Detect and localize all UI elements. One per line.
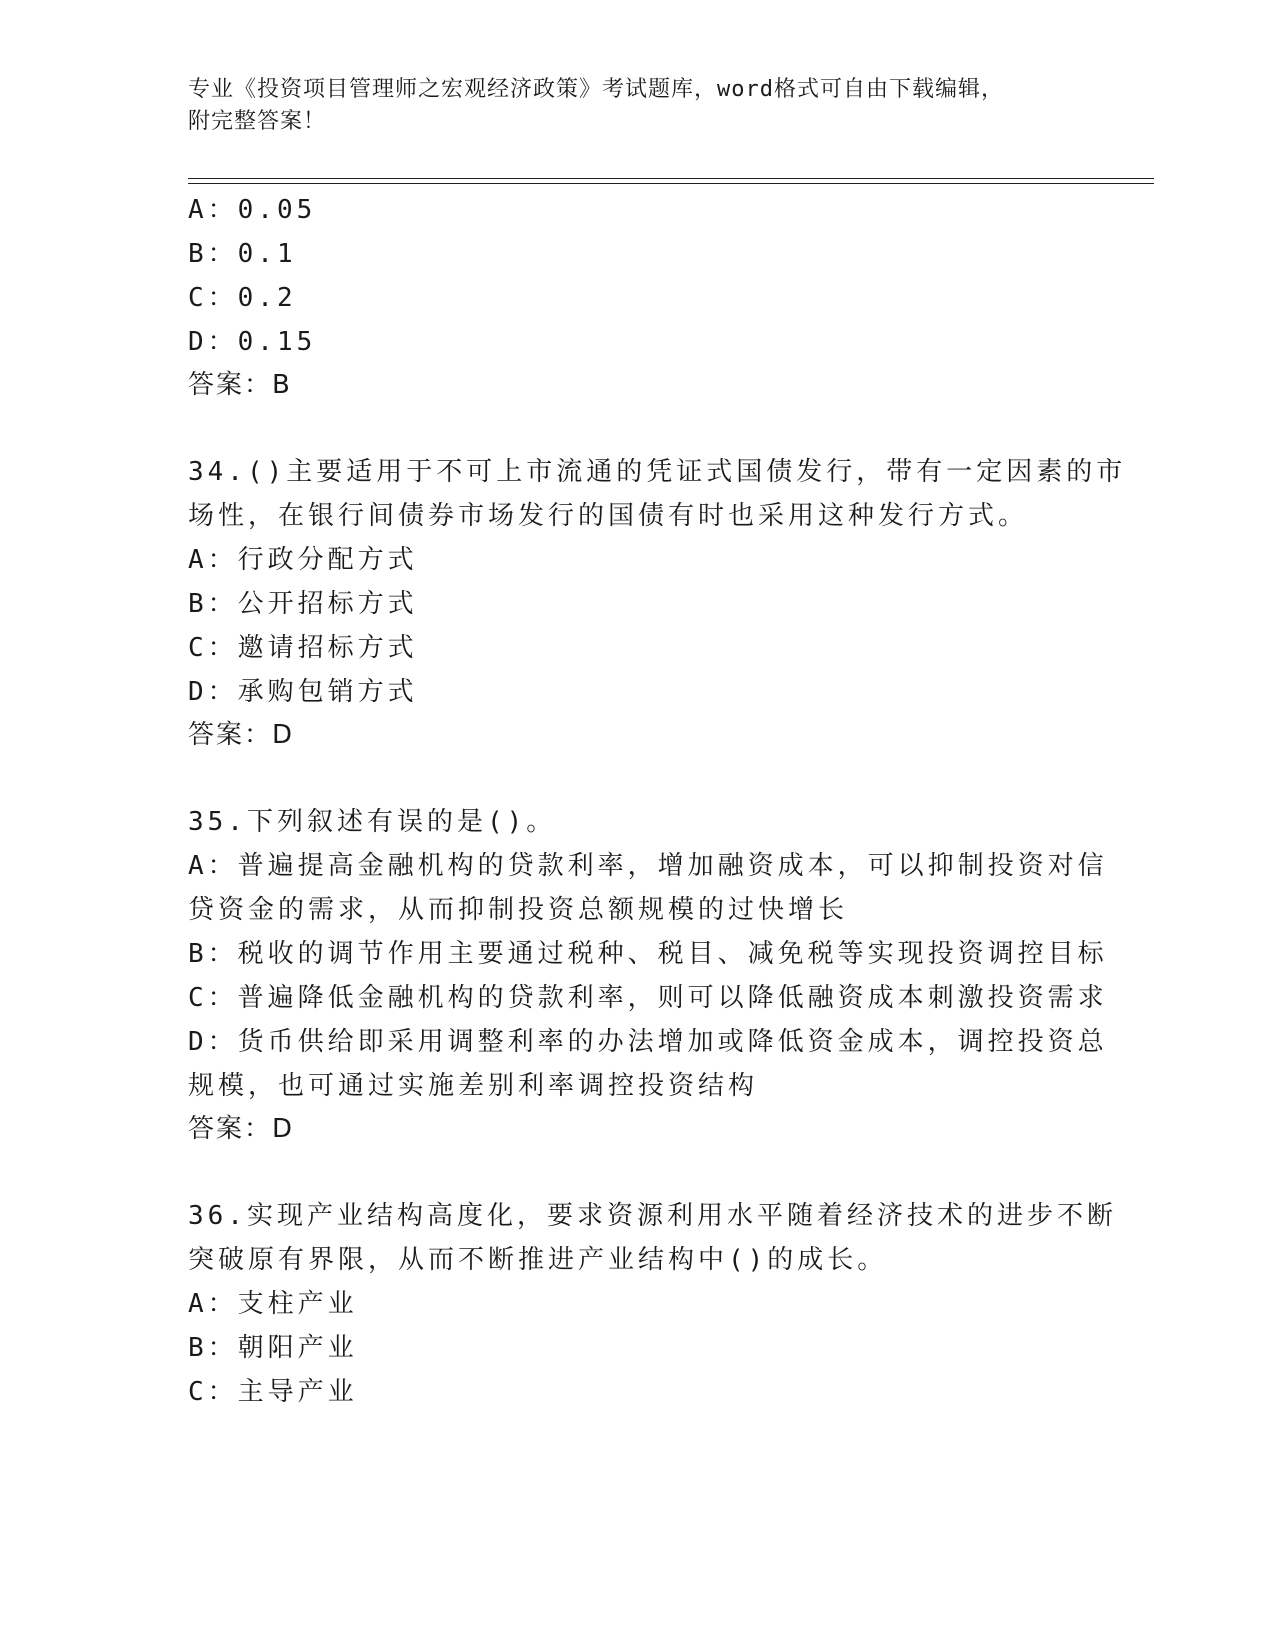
- q34-answer: 答案：D: [188, 720, 295, 750]
- q33-answer: 答案：B: [188, 370, 292, 400]
- header-divider-top: [188, 178, 1154, 179]
- q33-option-b: B：0.1: [188, 239, 297, 269]
- q35-option-a-line-1: A：普遍提高金融机构的贷款利率，增加融资成本，可以抑制投资对信: [188, 851, 1108, 881]
- q35-option-d-line-2: 规模，也可通过实施差别利率调控投资结构: [188, 1071, 759, 1101]
- q34-option-c: C：邀请招标方式: [188, 633, 418, 663]
- q36-stem-line-2: 突破原有界限，从而不断推进产业结构中()的成长。: [188, 1245, 888, 1275]
- q35-option-c: C：普遍降低金融机构的贷款利率，则可以降低融资成本刺激投资需求: [188, 983, 1108, 1013]
- q36-option-a: A：支柱产业: [188, 1289, 358, 1319]
- q36-stem-line-1: 36.实现产业结构高度化，要求资源利用水平随着经济技术的进步不断: [188, 1201, 1117, 1231]
- q35-answer: 答案：D: [188, 1114, 295, 1144]
- q34-option-d: D：承购包销方式: [188, 677, 418, 707]
- header-line-2: 附完整答案！: [188, 109, 327, 134]
- q33-option-d: D：0.15: [188, 327, 317, 357]
- q35-option-d-line-1: D：货币供给即采用调整利率的办法增加或降低资金成本，调控投资总: [188, 1027, 1108, 1057]
- q35-option-a-line-2: 贷资金的需求，从而抑制投资总额规模的过快增长: [188, 895, 849, 925]
- q33-option-a: A：0.05: [188, 195, 317, 225]
- q36-option-c: C：主导产业: [188, 1377, 358, 1407]
- q35-option-b: B：税收的调节作用主要通过税种、税目、减免税等实现投资调控目标: [188, 939, 1108, 969]
- q35-stem: 35.下列叙述有误的是()。: [188, 807, 557, 837]
- q34-stem-line-1: 34.()主要适用于不可上市流通的凭证式国债发行，带有一定因素的市: [188, 457, 1127, 487]
- q34-stem-line-2: 场性，在银行间债券市场发行的国债有时也采用这种发行方式。: [188, 501, 1029, 531]
- q36-option-b: B：朝阳产业: [188, 1333, 358, 1363]
- q33-option-c: C：0.2: [188, 283, 297, 313]
- header-line-1: 专业《投资项目管理师之宏观经济政策》考试题库，word格式可自由下载编辑，: [188, 77, 1004, 102]
- q34-option-b: B：公开招标方式: [188, 589, 418, 619]
- document-header: [188, 74, 1088, 138]
- q34-option-a: A：行政分配方式: [188, 545, 418, 575]
- header-divider-bottom: [188, 183, 1154, 184]
